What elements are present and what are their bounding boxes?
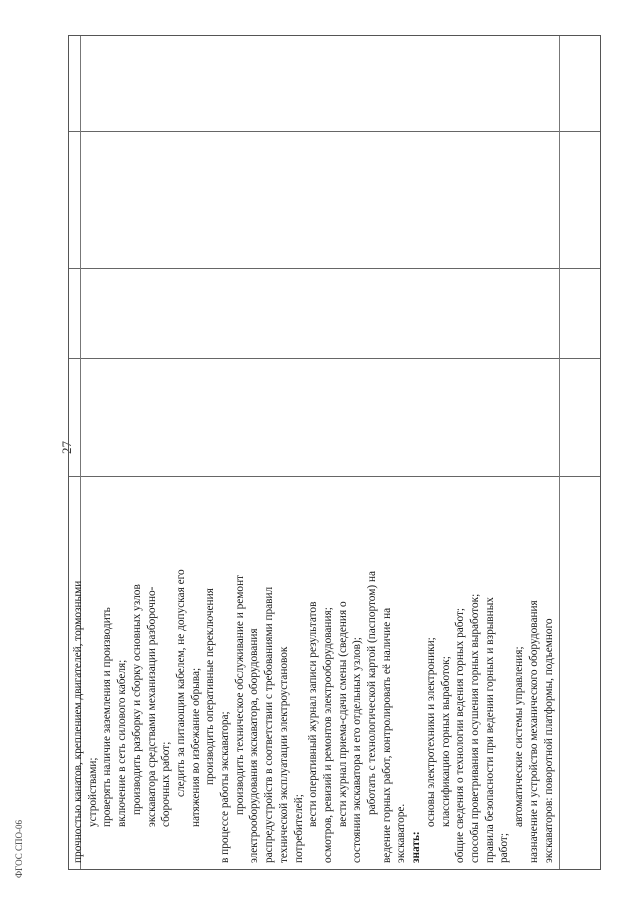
- text-line: вести оперативный журнал записи результатов: [307, 601, 320, 827]
- text-line: производить техническое обслуживание и ремонт: [233, 574, 246, 815]
- page-number: 27: [59, 441, 74, 454]
- text-line: в процессе работы экскаватора;: [219, 711, 232, 863]
- text-line: ведение горных работ, контролировать её наличие на: [380, 607, 393, 863]
- text-line: способы проветривания и осушения горных выработок;: [468, 593, 481, 863]
- column-divider: [69, 131, 600, 132]
- text-line: производить оперативные переключения: [204, 588, 217, 785]
- text-line: распредустройств в соответствии с требованиями правил: [263, 586, 276, 863]
- column-divider: [69, 268, 600, 269]
- column-divider: [69, 476, 600, 477]
- text-line: автоматические системы управления;: [513, 646, 526, 827]
- text-line: включение в сеть силового кабеля;: [116, 659, 129, 827]
- text-line: работать с технологической картой (паспортом) на: [366, 570, 379, 815]
- text-line: проверять наличие заземления и производить: [101, 607, 114, 827]
- text-line: устройствами;: [86, 757, 99, 827]
- text-line: работ;: [498, 833, 511, 863]
- text-line: классификацию горных выработок;: [439, 656, 452, 827]
- text-line: производить разборку и сборку основных узлов: [130, 584, 143, 815]
- text-line: следить за питающим кабелем, не допуская его: [174, 569, 187, 797]
- text-line: состоянии экскаватора и его отдельных узлов);: [351, 637, 364, 863]
- text-line: электрооборудования экскаватора, оборудования: [248, 628, 261, 863]
- text-line: общие сведения о технологии ведения горных работ;: [454, 607, 467, 863]
- text-line: технической эксплуатации электроустановок: [277, 646, 290, 863]
- section-label-znat: знать:: [410, 831, 423, 863]
- text-line: прочностью канатов, креплением двигателей, тормозными: [72, 580, 84, 863]
- text-line: назначение и устройство механического оборудования: [527, 600, 540, 863]
- column-divider: [69, 358, 600, 359]
- footer-standard-mark: ФГОС СПО-06: [14, 820, 24, 878]
- text-line: экскаваторе.: [395, 803, 408, 863]
- text-line: осмотров, ревизий и ремонтов электрооборудования;: [321, 607, 334, 863]
- text-line: потребителей;: [292, 794, 305, 863]
- table-cell-text: [69, 479, 564, 869]
- text-line: экскаваторов: поворотной платформы, подъемного: [542, 618, 555, 863]
- text-line: основы электротехники и электроники;: [424, 637, 437, 827]
- text-line: вести журнал приема-сдачи смены (сведения о: [336, 601, 349, 827]
- text-line: правила безопасности при ведении горных и взрывных: [483, 597, 496, 863]
- text-line: сборочных работ;: [160, 741, 173, 827]
- text-line: натяжения во избежание обрыва;: [189, 667, 202, 827]
- text-line: экскаватора средствами механизации разборочно-: [145, 586, 158, 827]
